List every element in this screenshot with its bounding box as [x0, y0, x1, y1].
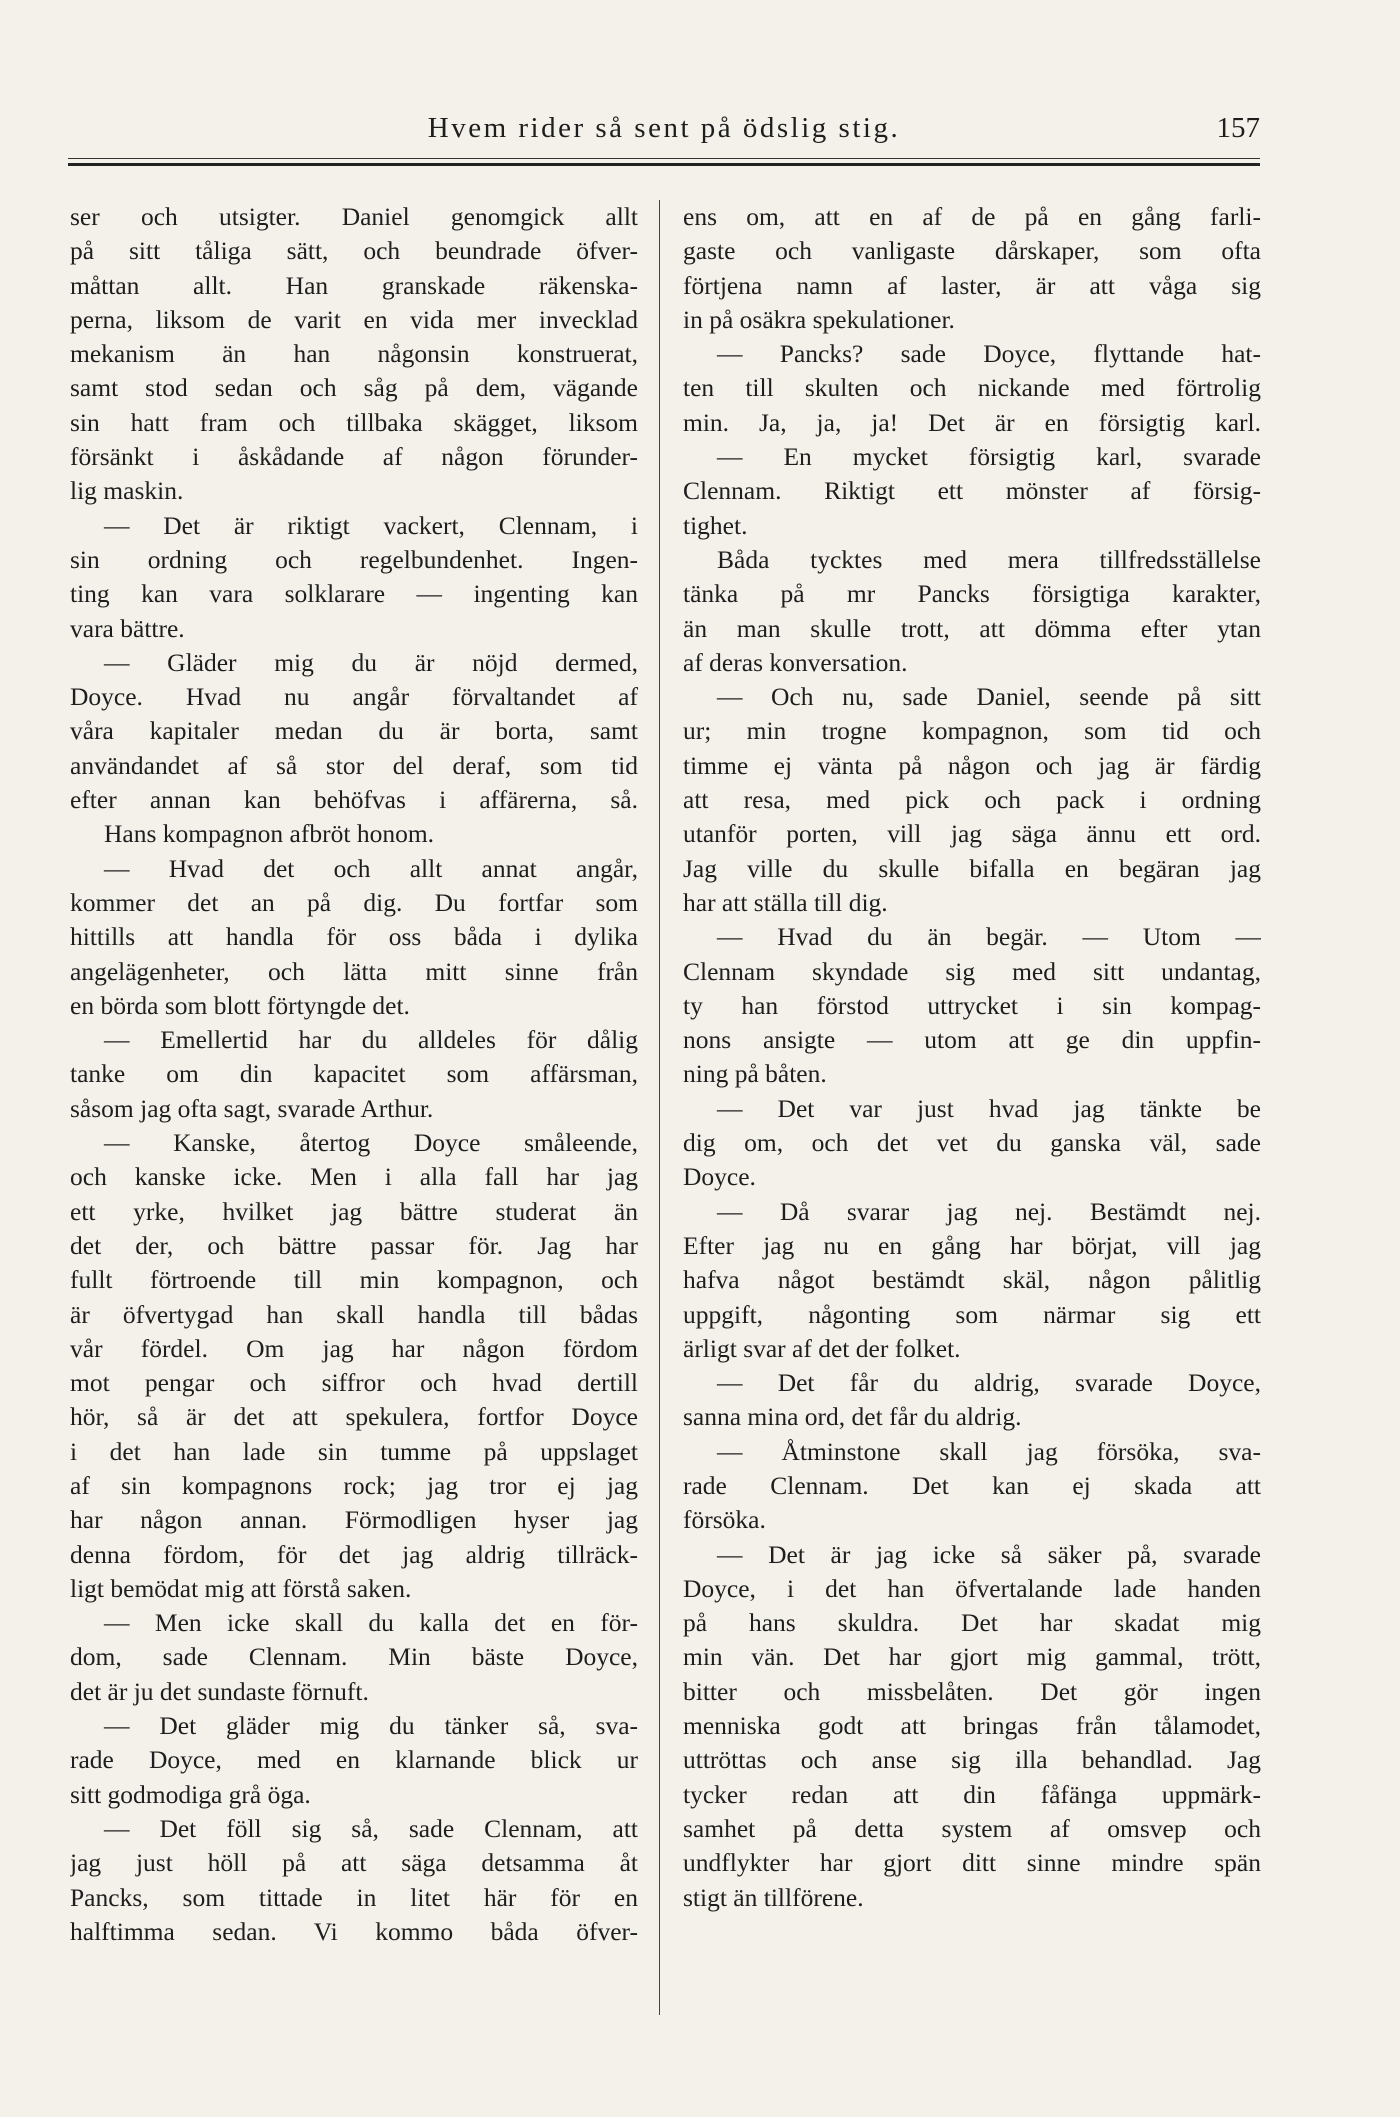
left-column-text-line: vår fördel. Om jag har någon fördom — [70, 1333, 638, 1363]
left-column-text-line: försänkt i åskådande af någon förunder- — [70, 442, 638, 472]
right-column-text-line: gaste och vanligaste dårskaper, som ofta — [683, 236, 1261, 266]
right-column-text-line: in på osäkra spekulationer. — [683, 304, 955, 334]
right-column-text-line: försöka. — [683, 1505, 766, 1535]
right-column-text-line: förtjena namn af laster, är att våga sig — [683, 270, 1261, 300]
left-column-text-line: sin hatt fram och tillbaka skägget, liksom — [70, 407, 638, 437]
right-column-text-line: af deras konversation. — [683, 647, 908, 677]
right-column-text-line: Clennam skyndade sig med sitt undantag, — [683, 956, 1261, 986]
right-column-text-line: dig om, och det vet du ganska väl, sade — [683, 1128, 1261, 1158]
right-column-text-line: rade Clennam. Det kan ej skada att — [683, 1470, 1261, 1500]
left-column-text-line: lig maskin. — [70, 476, 184, 506]
left-column-text-line: dom, sade Clennam. Min bäste Doyce, — [70, 1642, 638, 1672]
right-column-text-line: hafva något bestämdt skäl, någon pålitlig — [683, 1265, 1261, 1295]
left-column-text-line: hör, så är det att spekulera, fortfor Doyce — [70, 1402, 638, 1432]
right-column-text-line: Jag ville du skulle bifalla en begäran jag — [683, 853, 1261, 883]
left-column-text-line: tanke om din kapacitet som affärsman, — [70, 1059, 638, 1089]
left-column-text-line: — Det är riktigt vackert, Clennam, i — [104, 510, 638, 540]
left-column-text-line: Hans kompagnon afbröt honom. — [104, 819, 435, 849]
left-column-text-line: sitt godmodiga grå öga. — [70, 1779, 311, 1809]
left-column-text-line: — Det föll sig så, sade Clennam, att — [104, 1813, 638, 1843]
left-column-text-line: Pancks, som tittade in litet här för en — [70, 1882, 638, 1912]
left-column-text-line: det är ju det sundaste förnuft. — [70, 1676, 369, 1706]
left-column-text-line: ting kan vara solklarare — ingenting kan — [70, 579, 638, 609]
right-column-text-line: ning på båten. — [683, 1059, 827, 1089]
right-column-text-line: utanför porten, vill jag säga ännu ett ord. — [683, 819, 1261, 849]
right-column-text-line: på hans skuldra. Det har skadat mig — [683, 1608, 1261, 1638]
left-column — [70, 200, 638, 1949]
right-column-text-line: än man skulle trott, att dömma efter ytan — [683, 613, 1261, 643]
left-column-text-line: — Kanske, återtog Doyce småleende, — [104, 1128, 638, 1158]
page-header — [68, 112, 1260, 152]
left-column-text-line: sin ordning och regelbundenhet. Ingen- — [70, 544, 638, 574]
running-title: Hvem rider så sent på ödslig stig. — [427, 112, 901, 144]
left-column-text-line: — Hvad det och allt annat angår, — [104, 853, 638, 883]
right-column-text-line: — Det får du aldrig, svarade Doyce, — [717, 1368, 1261, 1398]
left-column-text-line: rade Doyce, med en klarnande blick ur — [70, 1745, 638, 1775]
left-column-text-line: denna fördom, för det jag aldrig tillräck- — [70, 1539, 638, 1569]
left-column-text-line: — Men icke skall du kalla det en för- — [104, 1608, 638, 1638]
right-column-text-line: ens om, att en af de på en gång farli- — [683, 202, 1261, 231]
right-column-text-line: Båda tycktes med mera tillfredsställelse — [717, 544, 1261, 574]
left-column-text-line: jag just höll på att säga detsamma åt — [70, 1848, 638, 1878]
left-column-text-line: mekanism än han någonsin konstruerat, — [70, 339, 638, 369]
left-column-text-line: — Emellertid har du alldeles för dålig — [104, 1025, 638, 1055]
right-column-text-line: nons ansigte — utom att ge din uppfin- — [683, 1025, 1261, 1055]
left-column-text-line: kommer det an på dig. Du fortfar som — [70, 887, 638, 917]
right-column-text-line: ärligt svar af det der folket. — [683, 1333, 961, 1363]
left-column-text-line: — Det gläder mig du tänker så, sva- — [104, 1711, 638, 1741]
left-column-text-line: — Gläder mig du är nöjd dermed, — [104, 647, 638, 677]
right-column-text-line: — Pancks? sade Doyce, flyttande hat- — [717, 339, 1261, 369]
left-column-text-line: fullt förtroende till min kompagnon, och — [70, 1265, 638, 1295]
right-column-text-line: min vän. Det har gjort mig gammal, trött, — [683, 1642, 1261, 1672]
left-column-text-line: våra kapitaler medan du är borta, samt — [70, 716, 638, 746]
left-column-text-line: ser och utsigter. Daniel genomgick allt — [70, 202, 638, 231]
right-column-text-line: menniska godt att bringas från tålamodet, — [683, 1711, 1261, 1741]
right-column-text-line: uttröttas och anse sig illa behandlad. Jag — [683, 1745, 1261, 1775]
right-column-text-line: — Åtminstone skall jag försöka, sva- — [717, 1436, 1261, 1466]
right-column-text-line: — Och nu, sade Daniel, seende på sitt — [717, 682, 1261, 712]
right-column-text-line: min. Ja, ja, ja! Det är en försigtig karl. — [683, 407, 1261, 437]
right-column-text-line: — Det är jag icke så säker på, svarade — [717, 1539, 1261, 1569]
right-column-text-line: — En mycket försigtig karl, svarade — [717, 442, 1261, 472]
right-column-text-line: tycker redan att din fåfänga uppmärk- — [683, 1779, 1261, 1809]
header-rule-thin — [68, 158, 1260, 159]
right-column-text-line: undflykter har gjort ditt sinne mindre spän — [683, 1848, 1261, 1878]
left-column-text-line: och kanske icke. Men i alla fall har jag — [70, 1162, 638, 1192]
right-column — [683, 200, 1261, 1915]
right-column-text-line: — Hvad du än begär. — Utom — — [717, 922, 1261, 952]
left-column-text-line: måttan allt. Han granskade räkenska- — [70, 270, 638, 300]
left-column-text-line: det der, och bättre passar för. Jag har — [70, 1230, 638, 1260]
left-column-text-line: en börda som blott förtyngde det. — [70, 990, 410, 1020]
right-column-text-line: timme ej vänta på någon och jag är färdig — [683, 750, 1261, 780]
left-column-text-line: perna, liksom de varit en vida mer invecklad — [70, 304, 638, 334]
right-column-text-line: bitter och missbelåten. Det gör ingen — [683, 1676, 1261, 1706]
column-divider — [659, 200, 660, 2015]
right-column-text-line: tighet. — [683, 510, 748, 540]
right-column-text-line: Doyce. — [683, 1162, 756, 1192]
left-column-text-line: halftimma sedan. Vi kommo båda öfver- — [70, 1916, 638, 1946]
left-column-text-line: samt stod sedan och såg på dem, vägande — [70, 373, 638, 403]
header-rule-thick — [68, 163, 1260, 166]
right-column-text-line: Doyce, i det han öfvertalande lade handen — [683, 1573, 1261, 1603]
left-column-text-line: af sin kompagnons rock; jag tror ej jag — [70, 1470, 638, 1500]
right-column-text-line: har att ställa till dig. — [683, 887, 888, 917]
left-column-text-line: hittills att handla för oss båda i dylika — [70, 922, 638, 952]
left-column-text-line: ligt bemödat mig att förstå saken. — [70, 1573, 412, 1603]
left-column-text-line: vara bättre. — [70, 613, 185, 643]
right-column-text-line: sanna mina ord, det får du aldrig. — [683, 1402, 1022, 1432]
right-column-text-line: tänka på mr Pancks försigtiga karakter, — [683, 579, 1261, 609]
right-column-text-line: ur; min trogne kompagnon, som tid och — [683, 716, 1261, 746]
right-column-text-line: Efter jag nu en gång har börjat, vill jag — [683, 1230, 1261, 1260]
left-column-text-line: angelägenheter, och lätta mitt sinne från — [70, 956, 638, 986]
page-number: 157 — [1216, 112, 1260, 144]
right-column-text-line: — Det var just hvad jag tänkte be — [717, 1093, 1261, 1123]
left-column-text-line: är öfvertygad han skall handla till bådas — [70, 1299, 638, 1329]
right-column-text-line: stigt än tillförene. — [683, 1882, 864, 1912]
left-column-text-line: på sitt tåliga sätt, och beundrade öfver- — [70, 236, 638, 266]
right-column-text-line: ty han förstod uttrycket i sin kompag- — [683, 990, 1261, 1020]
left-column-text-line: i det han lade sin tumme på uppslaget — [70, 1436, 638, 1466]
right-column-text-line: uppgift, någonting som närmar sig ett — [683, 1299, 1261, 1329]
left-column-text-line: mot pengar och siffror och hvad dertill — [70, 1368, 638, 1398]
right-column-text-line: Clennam. Riktigt ett mönster af försig- — [683, 476, 1261, 506]
right-column-text-line: samhet på detta system af omsvep och — [683, 1813, 1261, 1843]
left-column-text-line: Doyce. Hvad nu angår förvaltandet af — [70, 682, 638, 712]
right-column-text-line: att resa, med pick och pack i ordning — [683, 785, 1261, 815]
left-column-text-line: ett yrke, hvilket jag bättre studerat än — [70, 1196, 638, 1226]
right-column-text-line: — Då svarar jag nej. Bestämdt nej. — [717, 1196, 1261, 1226]
left-column-text-line: efter annan kan behöfvas i affärerna, så. — [70, 785, 638, 815]
right-column-text-line: ten till skulten och nickande med förtrolig — [683, 373, 1261, 403]
left-column-text-line: användandet af så stor del deraf, som tid — [70, 750, 638, 780]
left-column-text-line: såsom jag ofta sagt, svarade Arthur. — [70, 1093, 434, 1123]
left-column-text-line: har någon annan. Förmodligen hyser jag — [70, 1505, 638, 1535]
